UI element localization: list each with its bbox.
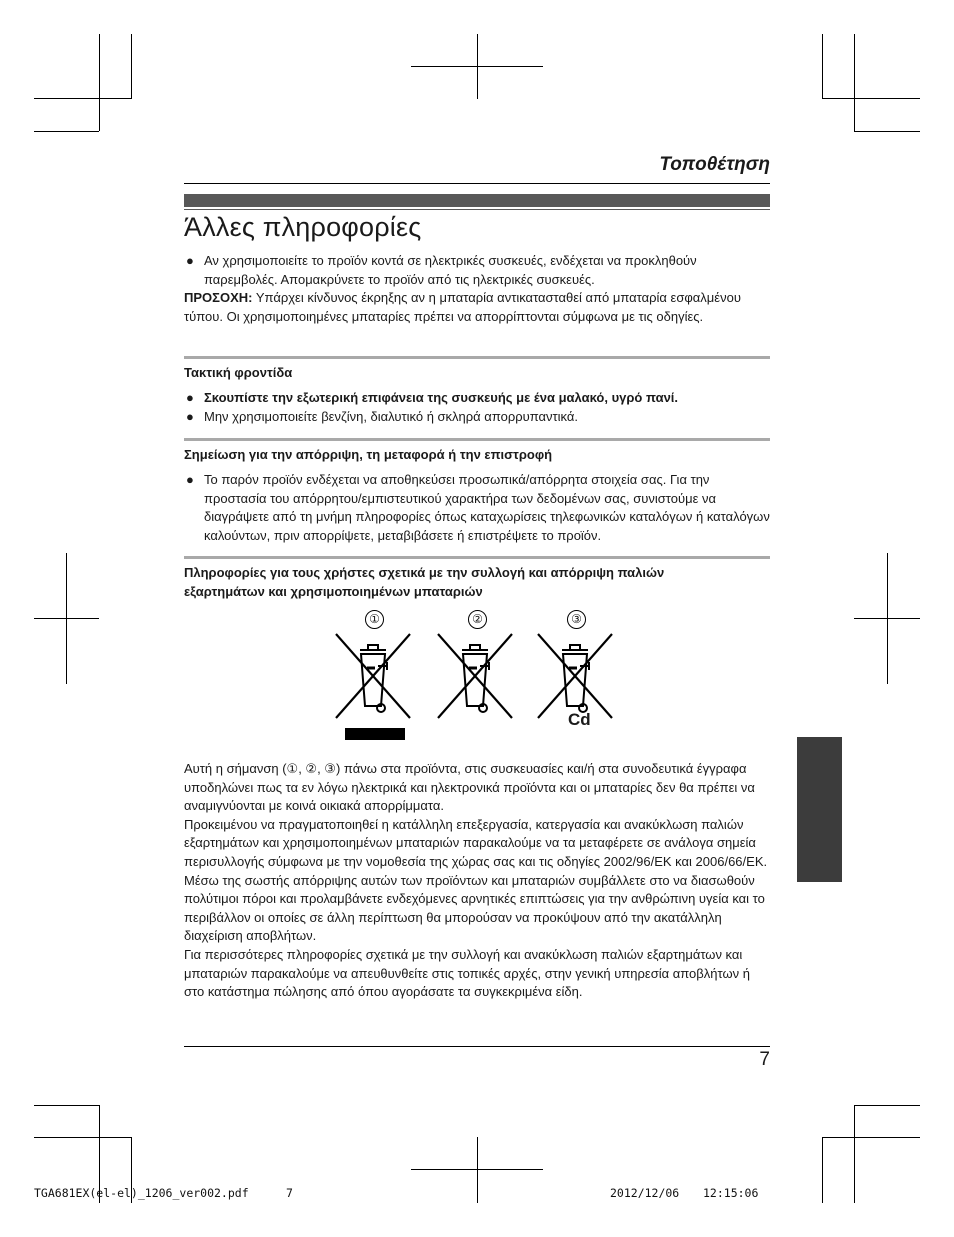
maintenance-title: Τακτική φροντίδα	[184, 365, 293, 380]
title-bar-line	[184, 209, 770, 210]
crossed-bin-icon	[436, 632, 516, 722]
print-page: 7	[286, 1186, 293, 1200]
bullet-icon: ●	[186, 408, 194, 424]
bullet-icon: ●	[186, 390, 194, 405]
caution-label: ΠΡΟΣΟΧΗ:	[184, 290, 253, 306]
header-rule	[184, 183, 770, 184]
symbol-number: ②	[468, 610, 487, 629]
intro-bullet-text: Αν χρησιμοποιείτε το προϊόν κοντά σε ηλεκτρικές συσκευές, ενδέχεται να προκληθούν παρεμβολές. Απομακρύνετε το προϊόν από τις ηλεκτρικές συσκευές.	[204, 253, 697, 287]
black-bar-marker	[345, 728, 405, 740]
maintenance-item-text: Μην χρησιμοποιείτε βενζίνη, διαλυτικό ή σκληρά απορρυπαντικά.	[204, 408, 579, 424]
page-title: Άλλες πληροφορίες	[184, 212, 422, 242]
weee-title	[184, 564, 770, 601]
bullet-icon: ●	[186, 472, 194, 487]
symbol-number: ③	[567, 610, 586, 629]
caution-paragraph	[184, 289, 770, 326]
disposal-note-text: Το παρόν προϊόν ενδέχεται να αποθηκεύσει προσωπικά/απόρρητα στοιχεία σας. Για την προστασία του απόρρητου/εμπιστευτικού χαρακτήρα των δεδομένων σας, συνιστούμε να διαγράψετε από τη μνήμη πληροφορίες όπως καταχωρίσεις τηλεφωνικών καταλόγων ή καταλόγων καλούντων, πριν απορρίψετε, μεταβιβάσετε ή επιστρέψετε το προϊόν.	[204, 472, 770, 543]
list-item	[184, 252, 770, 289]
weee-body	[184, 760, 770, 1002]
weee-paragraph: Αυτή η σήμανση (①, ②, ③) πάνω στα προϊόντα, στις συσκευασίες και/ή στα συνοδευτικά έγγραφα υποδηλώνει πως τα εν λόγω ηλεκτρικά και ηλεκτρονικά προϊόντα και οι μπαταρίες δεν θα πρέπει να αναμιγνύονται με κοινά οικιακά απορρίμματα.	[184, 761, 755, 814]
section-rule	[184, 556, 770, 559]
section-rule	[184, 438, 770, 441]
section-header: Τοποθέτηση	[659, 154, 770, 175]
maintenance-list	[184, 389, 770, 426]
weee-paragraph: Για περισσότερες πληροφορίες σχετικά με την συλλογή και ανακύκλωση παλιών εξαρτημάτων και μπαταριών παρακαλούμε να απευθυνθείτε στις τοπικές αρχές, στην γενική υπηρεσία αποβλήτων ή στο κατάστημα πώλησης από όπου αγοράσατε τα συγκεκριμένα είδη.	[184, 946, 750, 1000]
print-date: 2012/12/06	[610, 1186, 680, 1200]
footer-rule	[184, 1046, 770, 1047]
section-rule	[184, 356, 770, 359]
cd-label: Cd	[568, 710, 591, 729]
weee-paragraph: Μέσω της σωστής απόρριψης αυτών των προϊόντων και μπαταριών συμβάλλετε στο να διασωθούν πολύτιμοι πόροι και προλαμβάνετε ενδεχόμενες αρνητικές επιπτώσεις για την ανθρώπινη υγεία και το περιβάλλον οι οποίες σε άλλη περίπτωση θα μπορούσαν να προκύψουν από την ακατάλληλη διαχείριση αποβλήτων.	[184, 872, 765, 944]
caution-text: Υπάρχει κίνδυνος έκρηξης αν η μπαταρία αντικατασταθεί από μπαταρία εσφαλμένου τύπου. Οι χρησιμοποιημένες μπαταρίες πρέπει να απορρίπτονται σύμφωνα με τις οδηγίες.	[184, 290, 741, 324]
maintenance-item-text: Σκουπίστε την εξωτερική επιφάνεια της συσκευής με ένα μαλακό, υγρό πανί.	[204, 390, 679, 405]
crossed-bin-icon	[334, 632, 414, 722]
weee-paragraph: Προκειμένου να πραγματοποιηθεί η κατάλληλη επεξεργασία, κατεργασία και ανακύκλωση παλιών εξαρτημάτων και χρησιμοποιημένων μπαταριών παρακαλούμε να τα μεταφέρετε σε ανάλογα σημεία περισυλλογής σύμφωνα με την νομοθεσία της χώρας σας και τις οδηγίες 2002/96/ΕΚ και 2006/66/ΕΚ.	[184, 816, 768, 869]
weee-symbols	[320, 606, 640, 746]
chapter-tab-marker	[797, 737, 842, 882]
intro-block	[184, 252, 770, 326]
weee-title-line: εξαρτημάτων και χρησιμοποιημένων μπαταριών	[184, 583, 483, 599]
list-item	[184, 389, 770, 408]
print-file-name: TGA681EX(el-el)_1206_ver002.pdf	[34, 1186, 249, 1200]
list-item	[184, 408, 770, 427]
disposal-note-list	[184, 471, 770, 545]
weee-title-line: Πληροφορίες για τους χρήστες σχετικά με την συλλογή και απόρριψη παλιών	[184, 565, 665, 580]
bullet-icon: ●	[186, 253, 194, 268]
print-time: 12:15:06	[703, 1186, 759, 1200]
page-number: 7	[759, 1049, 770, 1070]
list-item	[184, 471, 770, 545]
title-bar	[184, 194, 770, 207]
disposal-note-title: Σημείωση για την απόρριψη, τη μεταφορά ή την επιστροφή	[184, 447, 553, 462]
symbol-number: ①	[365, 610, 384, 629]
crossed-bin-icon	[536, 632, 616, 722]
